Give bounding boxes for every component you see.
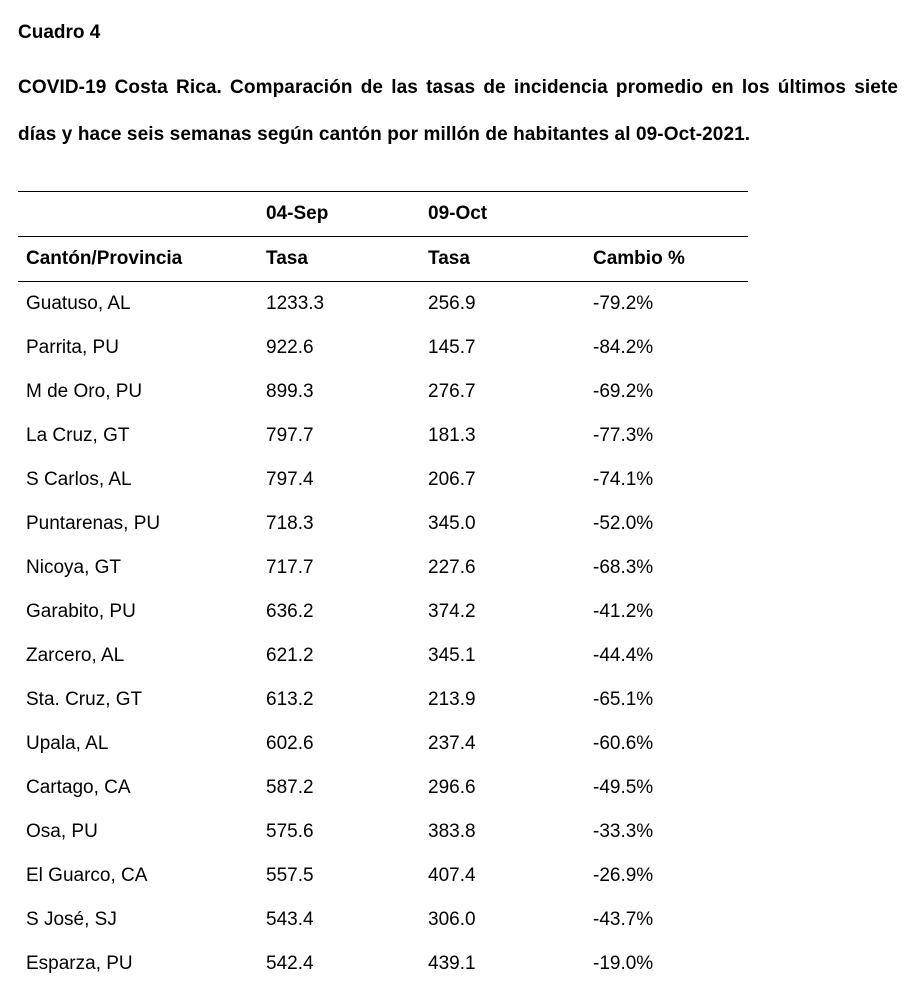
tasa-oct-cell: 439.1: [428, 953, 476, 974]
table-row: [18, 370, 748, 414]
tasa-oct-cell: 407.4: [428, 865, 476, 886]
tasa-sep-cell: 613.2: [266, 689, 314, 710]
table-caption-label: Cuadro 4: [18, 22, 101, 43]
tasa-oct-cell: 345.0: [428, 513, 476, 534]
canton-cell: Upala, AL: [26, 733, 109, 754]
incidence-table-container: [18, 191, 748, 986]
canton-cell: Nicoya, GT: [26, 557, 122, 578]
tasa-oct-cell: 345.1: [428, 645, 476, 666]
tasa-sep-cell: 557.5: [266, 865, 314, 886]
header-row-dates: [18, 192, 748, 237]
cambio-cell: -68.3%: [593, 557, 654, 578]
canton-cell: La Cruz, GT: [26, 425, 130, 446]
cambio-cell: -77.3%: [593, 425, 654, 446]
header-label-cell: Cambio %: [585, 237, 748, 282]
incidence-table: [18, 191, 748, 986]
cambio-cell: -74.1%: [593, 469, 654, 490]
cambio-cell: -52.0%: [593, 513, 654, 534]
canton-cell: Garabito, PU: [26, 601, 136, 622]
tasa-oct-cell: 374.2: [428, 601, 476, 622]
header-date-cell: [585, 192, 748, 237]
table-row: [18, 546, 748, 590]
canton-cell: Esparza, PU: [26, 953, 133, 974]
table-row: [18, 502, 748, 546]
tasa-sep-cell: 718.3: [266, 513, 314, 534]
tasa-oct-cell: 206.7: [428, 469, 476, 490]
tasa-oct-cell: 296.6: [428, 777, 476, 798]
canton-cell: Zarcero, AL: [26, 645, 125, 666]
tasa-oct-cell: 227.6: [428, 557, 476, 578]
tasa-sep-cell: 1233.3: [266, 293, 325, 314]
canton-cell: Cartago, CA: [26, 777, 131, 798]
cambio-cell: -26.9%: [593, 865, 654, 886]
tasa-oct-cell: 213.9: [428, 689, 476, 710]
header-label-cell: Tasa: [420, 237, 585, 282]
tasa-sep-cell: 797.4: [266, 469, 314, 490]
tasa-oct-cell: 237.4: [428, 733, 476, 754]
table-caption-title: COVID-19 Costa Rica. Comparación de las tasas de incidencia promedio en los últimos siete días y hace seis semanas según cantón por millón de habitantes al 09-Oct-2021.: [18, 77, 898, 145]
header-label-cell: Cantón/Provincia: [18, 237, 258, 282]
canton-cell: Puntarenas, PU: [26, 513, 161, 534]
tasa-sep-cell: 717.7: [266, 557, 314, 578]
table-row: [18, 634, 748, 678]
tasa-oct-cell: 383.8: [428, 821, 476, 842]
cambio-cell: -49.5%: [593, 777, 654, 798]
tasa-sep-cell: 797.7: [266, 425, 314, 446]
table-header: [18, 192, 748, 282]
header-date-cell: 09-Oct: [420, 192, 585, 237]
tasa-oct-cell: 276.7: [428, 381, 476, 402]
table-row: [18, 766, 748, 810]
canton-cell: S José, SJ: [26, 909, 117, 930]
header-date-cell: 04-Sep: [258, 192, 420, 237]
table-row: [18, 898, 748, 942]
cambio-cell: -65.1%: [593, 689, 654, 710]
cambio-cell: -19.0%: [593, 953, 654, 974]
table-row: [18, 942, 748, 986]
table-row: [18, 590, 748, 634]
table-row: [18, 458, 748, 502]
tasa-sep-cell: 899.3: [266, 381, 314, 402]
table-body: [18, 282, 748, 987]
tasa-sep-cell: 575.6: [266, 821, 314, 842]
cambio-cell: -84.2%: [593, 337, 654, 358]
tasa-oct-cell: 181.3: [428, 425, 476, 446]
canton-cell: Parrita, PU: [26, 337, 119, 358]
canton-cell: Osa, PU: [26, 821, 98, 842]
table-row: [18, 854, 748, 898]
canton-cell: El Guarco, CA: [26, 865, 148, 886]
tasa-sep-cell: 587.2: [266, 777, 314, 798]
header-date-cell: [18, 192, 258, 237]
table-row: [18, 282, 748, 327]
tasa-sep-cell: 602.6: [266, 733, 314, 754]
table-row: [18, 810, 748, 854]
canton-cell: Sta. Cruz, GT: [26, 689, 143, 710]
tasa-oct-cell: 256.9: [428, 293, 476, 314]
canton-cell: M de Oro, PU: [26, 381, 143, 402]
table-row: [18, 678, 748, 722]
cambio-cell: -43.7%: [593, 909, 654, 930]
tasa-oct-cell: 145.7: [428, 337, 476, 358]
cambio-cell: -69.2%: [593, 381, 654, 402]
header-label-cell: Tasa: [258, 237, 420, 282]
cambio-cell: -41.2%: [593, 601, 654, 622]
tasa-sep-cell: 636.2: [266, 601, 314, 622]
cambio-cell: -60.6%: [593, 733, 654, 754]
table-row: [18, 414, 748, 458]
canton-cell: S Carlos, AL: [26, 469, 132, 490]
table-row: [18, 722, 748, 766]
cambio-cell: -79.2%: [593, 293, 654, 314]
header-row-labels: [18, 237, 748, 282]
cambio-cell: -44.4%: [593, 645, 654, 666]
table-row: [18, 326, 748, 370]
tasa-sep-cell: 542.4: [266, 953, 314, 974]
tasa-sep-cell: 922.6: [266, 337, 314, 358]
tasa-sep-cell: 543.4: [266, 909, 314, 930]
tasa-sep-cell: 621.2: [266, 645, 314, 666]
tasa-oct-cell: 306.0: [428, 909, 476, 930]
cambio-cell: -33.3%: [593, 821, 654, 842]
canton-cell: Guatuso, AL: [26, 293, 131, 314]
